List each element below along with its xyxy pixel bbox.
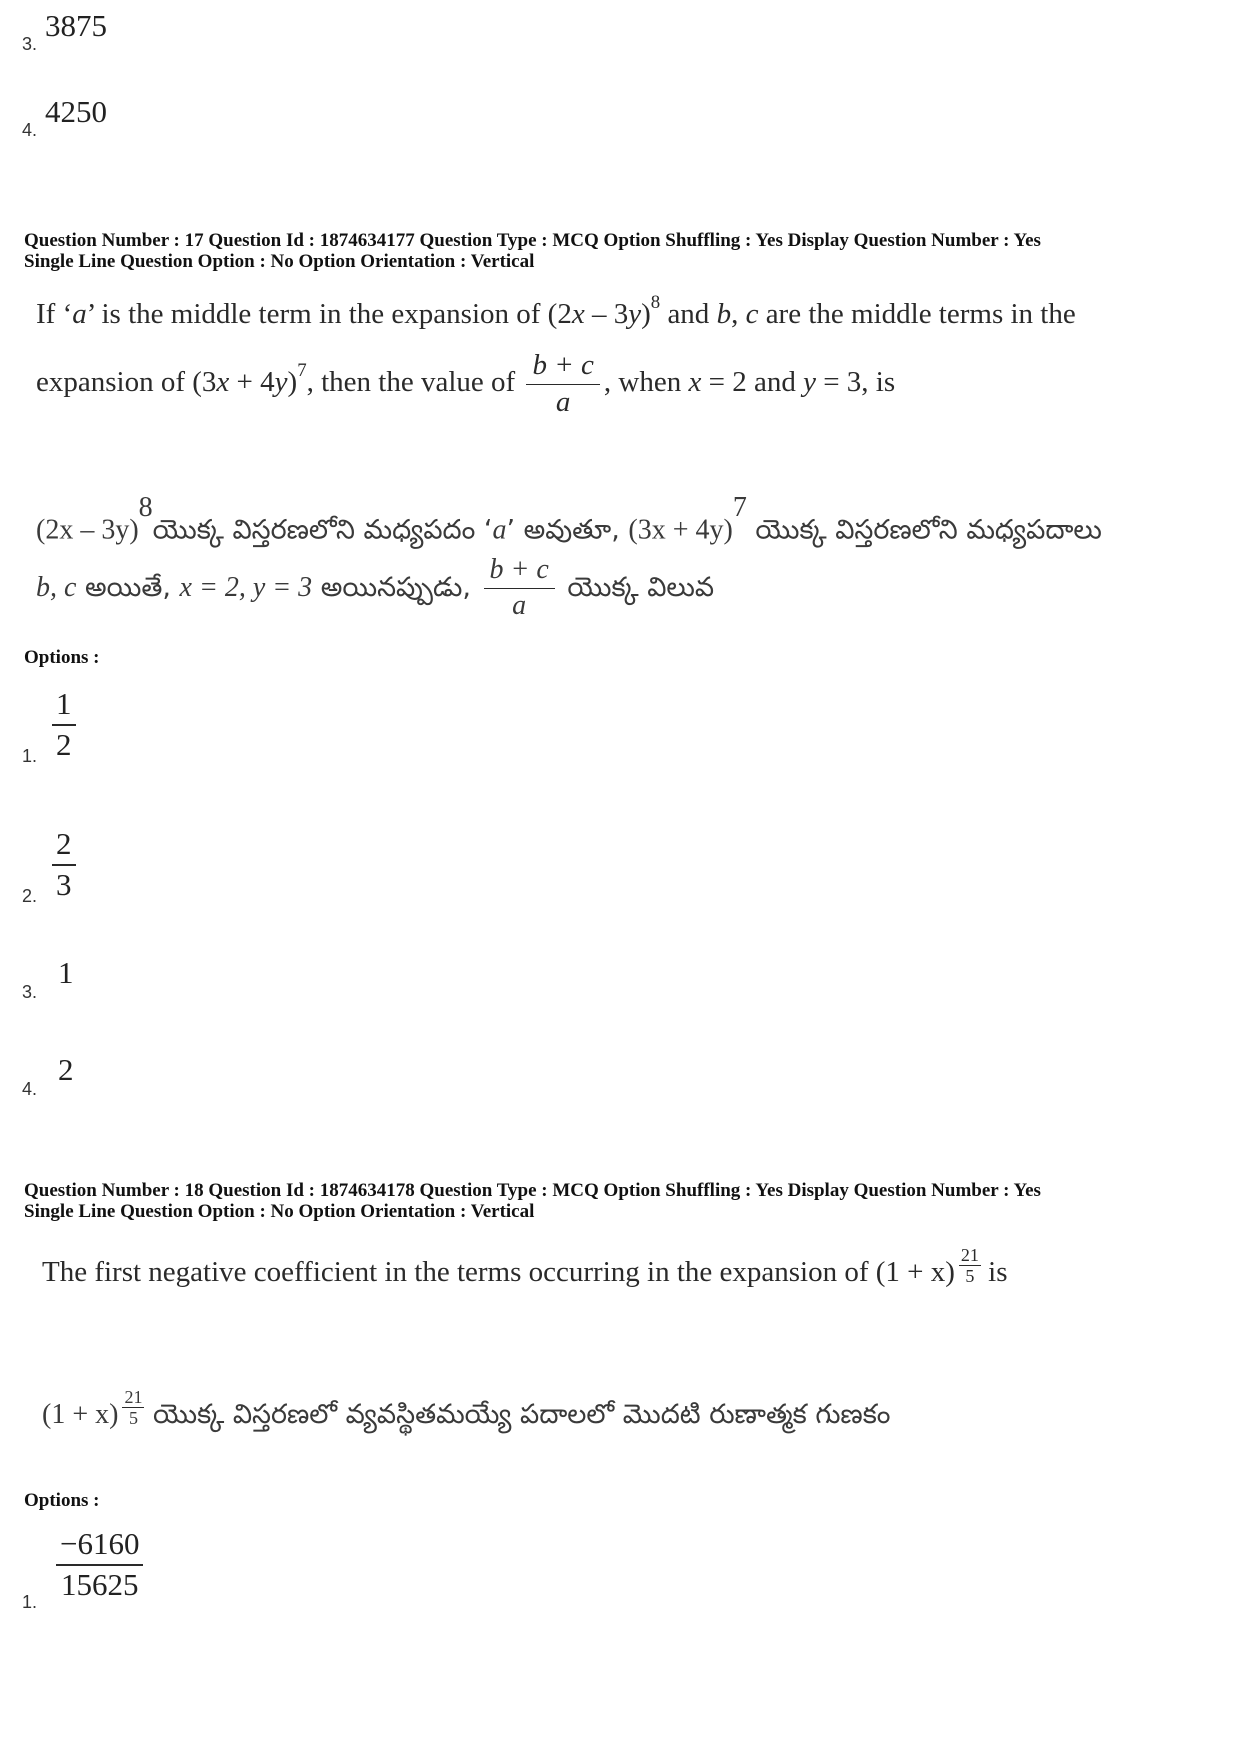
option-number: 4.: [22, 120, 38, 140]
fraction-denominator: 2: [56, 726, 72, 762]
exponent-numerator: 21: [960, 1245, 979, 1265]
text: , when: [603, 366, 689, 399]
option-number: 2.: [22, 886, 38, 906]
var-c: c: [745, 298, 759, 331]
text: + 4: [229, 366, 275, 399]
math-expression: (1 + x): [875, 1255, 955, 1288]
text: ’ is the middle term in the expansion of (2: [86, 298, 572, 331]
var-b: b: [716, 298, 732, 331]
fraction-numerator: b + c: [484, 555, 555, 589]
text: and: [660, 298, 717, 331]
text: అయితే,: [76, 571, 180, 603]
q17-telugu-line1: [36, 492, 1102, 552]
q18-english-line1: [42, 1246, 1008, 1289]
text: ’ అవుతూ,: [506, 514, 629, 546]
fraction: [526, 350, 599, 419]
text: – 3: [584, 298, 629, 331]
var-x: x: [571, 298, 585, 331]
math-expression: (3x + 4y): [628, 514, 733, 546]
option-value: 4250: [45, 94, 108, 129]
var-x: x: [216, 366, 230, 399]
fraction-denominator: a: [512, 589, 527, 621]
fraction-numerator: b + c: [526, 350, 599, 385]
q17-meta-line2: Single Line Question Option : No Option Orientation : Vertical: [24, 251, 535, 272]
prev-option-3: [22, 8, 108, 58]
text: , then the value of: [306, 366, 516, 399]
q18-metadata: [24, 1180, 1041, 1222]
math-expression: b, c: [36, 571, 77, 603]
text: యొక్క విలువ: [558, 571, 715, 603]
text: యొక్క విస్తరణలోని మధ్యపదం ‘: [152, 514, 493, 546]
option-number: 1.: [22, 746, 38, 766]
fractional-exponent: [122, 1388, 144, 1427]
text: ): [287, 366, 298, 399]
text: అయినప్పుడు,: [312, 571, 480, 603]
text: = 3, is: [815, 366, 896, 399]
fraction-numerator: −6160: [56, 1528, 143, 1566]
exponent-denominator: 5: [965, 1266, 975, 1286]
exponent-denominator: 5: [128, 1408, 138, 1428]
math-expression: (2x – 3y): [36, 514, 139, 546]
exponent: 7: [297, 359, 307, 381]
q18-telugu-line1: [42, 1388, 891, 1437]
option-value: 2: [58, 1052, 74, 1087]
q17-options-label: Options :: [24, 647, 100, 668]
math-expression: (1 + x): [42, 1398, 119, 1430]
option-number: 3.: [22, 982, 38, 1002]
fractional-exponent: [959, 1246, 981, 1285]
option-fraction: [52, 688, 76, 761]
text: యొక్క విస్తరణలోని మధ్యపదాలు: [746, 514, 1102, 546]
text: ): [641, 298, 651, 331]
text: is: [980, 1255, 1008, 1288]
option-number: 4.: [22, 1079, 38, 1099]
math-expression: x = 2, y = 3: [179, 571, 313, 603]
text: are the middle terms in the: [758, 298, 1076, 331]
option-fraction: [56, 1528, 143, 1601]
var-y: y: [628, 298, 642, 331]
q17-meta-line1: Question Number : 17 Question Id : 1874634177 Question Type : MCQ Option Shuffling : Yes Display Question Number : Yes: [24, 230, 1041, 251]
option-fraction: [52, 828, 76, 901]
var-y: y: [274, 366, 288, 399]
fraction-denominator: a: [555, 385, 571, 418]
fraction: [484, 555, 555, 622]
text: If ‘: [36, 298, 73, 331]
prev-option-4: [22, 94, 108, 144]
exponent: 8: [650, 292, 661, 313]
fraction-denominator: 15625: [60, 1566, 139, 1602]
option-number: 1.: [22, 1592, 38, 1612]
var-a: a: [72, 298, 87, 331]
q18-options-label: Options :: [24, 1490, 100, 1511]
q17-metadata: [24, 230, 1041, 272]
option-value: 3875: [45, 8, 108, 43]
q17-english-line1: [36, 292, 1076, 331]
q17-english-line2: [36, 350, 895, 419]
fraction-denominator: 3: [56, 866, 72, 902]
q17-telugu-line2: [36, 555, 714, 622]
text: The first negative coefficient in the terms occurring in the expansion of: [42, 1255, 876, 1288]
q18-meta-line2: Single Line Question Option : No Option Orientation : Vertical: [24, 1201, 535, 1222]
fraction-numerator: 2: [52, 828, 76, 866]
var-a: a: [492, 514, 507, 546]
exponent-numerator: 21: [124, 1387, 143, 1407]
text: ,: [731, 298, 746, 331]
option-number: 3.: [22, 34, 38, 54]
var-x: x: [688, 366, 702, 399]
text: expansion of (3: [36, 366, 217, 399]
fraction-numerator: 1: [52, 688, 76, 726]
exponent: 8: [138, 492, 153, 523]
var-y: y: [803, 366, 816, 399]
q18-meta-line1: Question Number : 18 Question Id : 1874634178 Question Type : MCQ Option Shuffling : Yes Display Question Number : Yes: [24, 1180, 1041, 1201]
option-value: 1: [58, 955, 74, 990]
text: = 2 and: [701, 366, 804, 399]
exponent: 7: [732, 492, 747, 523]
text: యొక్క విస్తరణలో వ్యవస్థితమయ్యే పదాలలో మొదటి రుణాత్మక గుణకం: [144, 1398, 891, 1430]
